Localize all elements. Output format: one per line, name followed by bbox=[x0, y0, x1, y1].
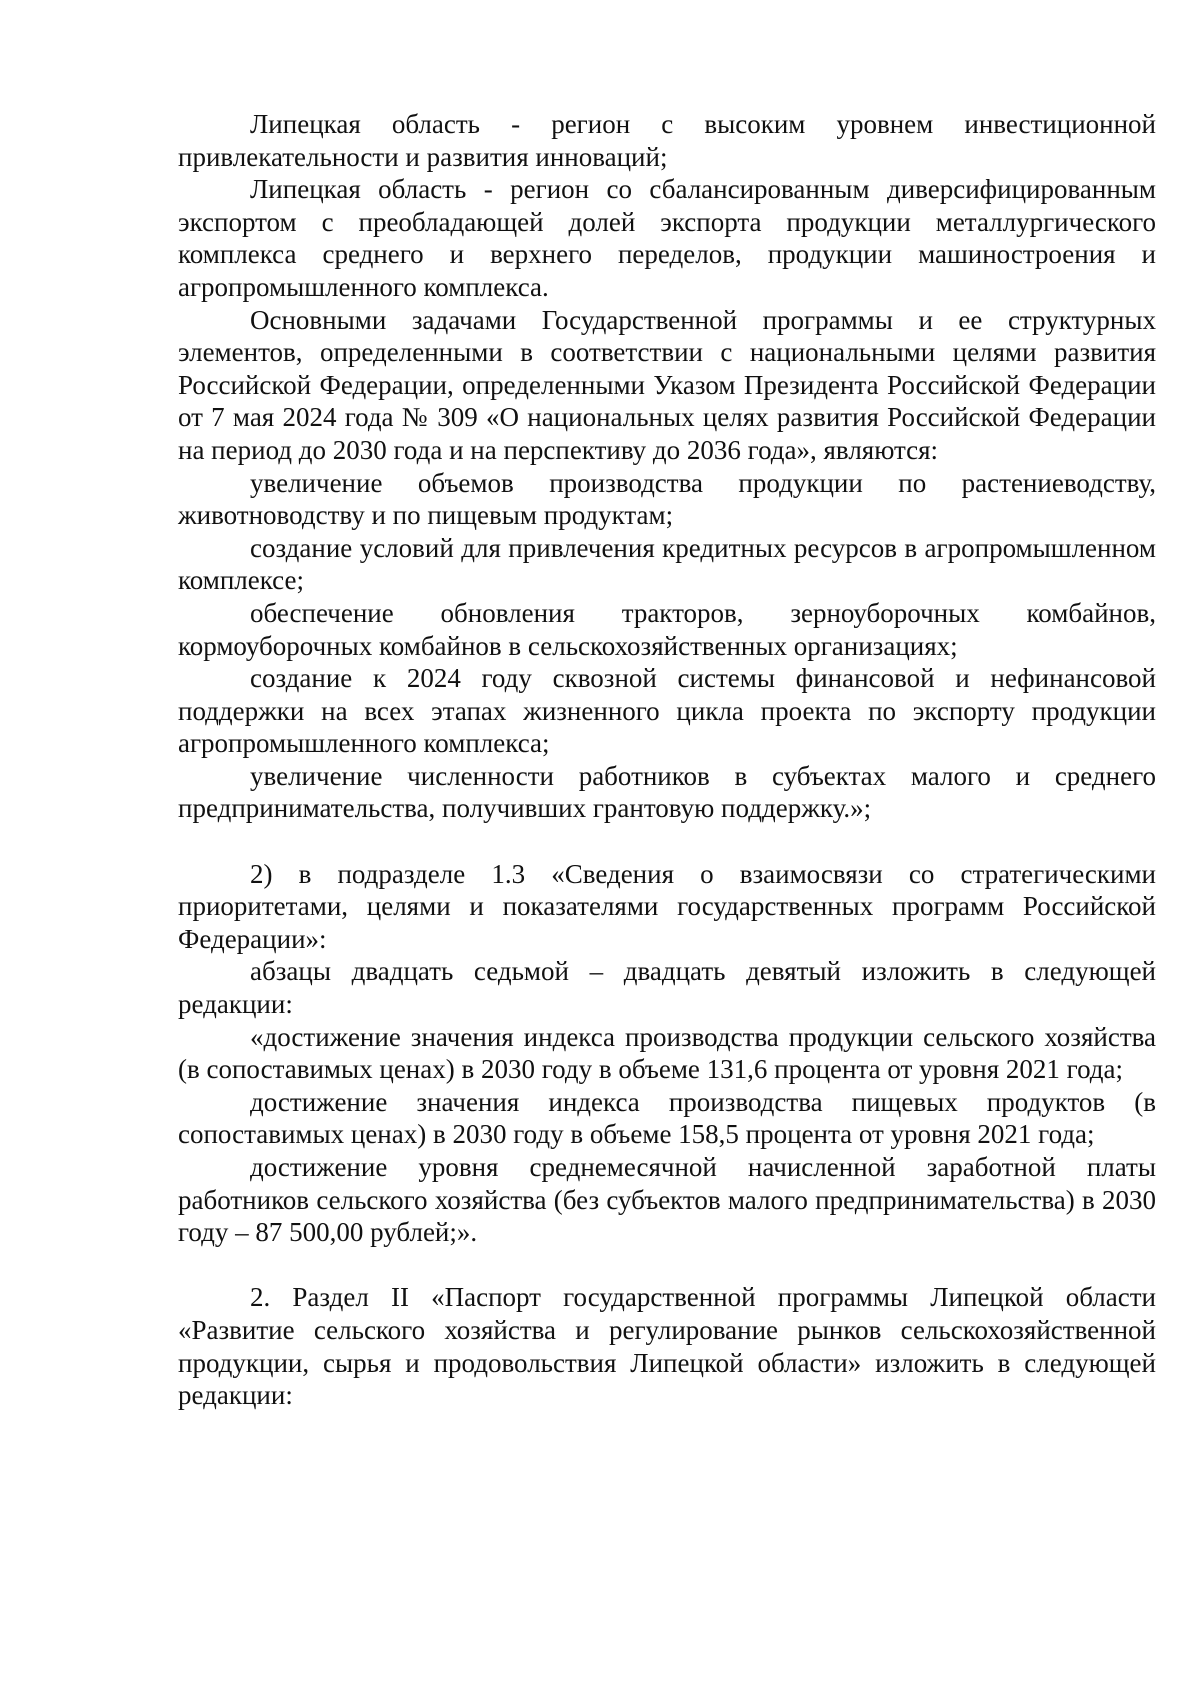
document-body bbox=[178, 108, 1156, 1412]
paragraph-food-index: достижение значения индекса производства пищевых продуктов (в сопоставимых ценах) в 2030 году в объеме 158,5 процента от уровня 2021 года; bbox=[178, 1086, 1156, 1150]
paragraph-export-region: Липецкая область - регион со сбалансированным диверсифицированным экспортом с преобладающей долей экспорта продукции металлургического комплекса среднего и верхнего переделов, продукции машиностроения и агропромышленного комплекса. bbox=[178, 174, 1156, 302]
paragraph-subsection-1-3: 2) в подразделе 1.3 «Сведения о взаимосвязи со стратегическими приоритетами, целями и показателями государственных программ Российской Федерации»: bbox=[178, 858, 1156, 954]
paragraph-wage-level: достижение уровня среднемесячной начисленной заработной платы работников сельского хозяйства (без субъектов малого предпринимательства) в 2030 году – 87 500,00 рублей;». bbox=[178, 1152, 1156, 1248]
paragraph-agri-index: «достижение значения индекса производства продукции сельского хозяйства (в сопоставимых ценах) в 2030 году в объеме 131,6 процента от уровня 2021 года; bbox=[178, 1021, 1156, 1085]
paragraph-section-2: 2. Раздел II «Паспорт государственной программы Липецкой области «Развитие сельского хозяйства и регулирование рынков сельскохозяйственной продукции, сырья и продовольствия Липецкой области» изложить в следующей редакции: bbox=[178, 1282, 1156, 1411]
paragraph-main-tasks: Основными задачами Государственной программы и ее структурных элементов, определенными в соответствии с национальными целями развития Российской Федерации, определенными Указом Президента Российской Федерации от 7 мая 2024 года № 309 «О национальных целях развития Российской Федерации на период до 2030 года и на перспективу до 2036 года», являются: bbox=[178, 304, 1156, 465]
paragraph-investment-region: Липецкая область - регион с высоким уровнем инвестиционной привлекательности и развития инноваций; bbox=[178, 109, 1156, 172]
paragraph-task-machinery: обеспечение обновления тракторов, зерноуборочных комбайнов, кормоуборочных комбайнов в сельскохозяйственных организациях; bbox=[178, 597, 1156, 661]
paragraph-task-export-support: создание к 2024 году сквозной системы финансовой и нефинансовой поддержки на всех этапах жизненного цикла проекта по экспорту продукции агропромышленного комплекса; bbox=[178, 663, 1156, 759]
paragraph-task-production: увеличение объемов производства продукции по растениеводству, животноводству и по пищевым продуктам; bbox=[178, 467, 1156, 531]
paragraph-task-credit: создание условий для привлечения кредитных ресурсов в агропромышленном комплексе; bbox=[178, 532, 1156, 596]
paragraph-amend-instruction: абзацы двадцать седьмой – двадцать девятый изложить в следующей редакции: bbox=[178, 956, 1156, 1020]
paragraph-task-employment: увеличение численности работников в субъектах малого и среднего предпринимательства, получивших грантовую поддержку.»; bbox=[178, 760, 1156, 824]
